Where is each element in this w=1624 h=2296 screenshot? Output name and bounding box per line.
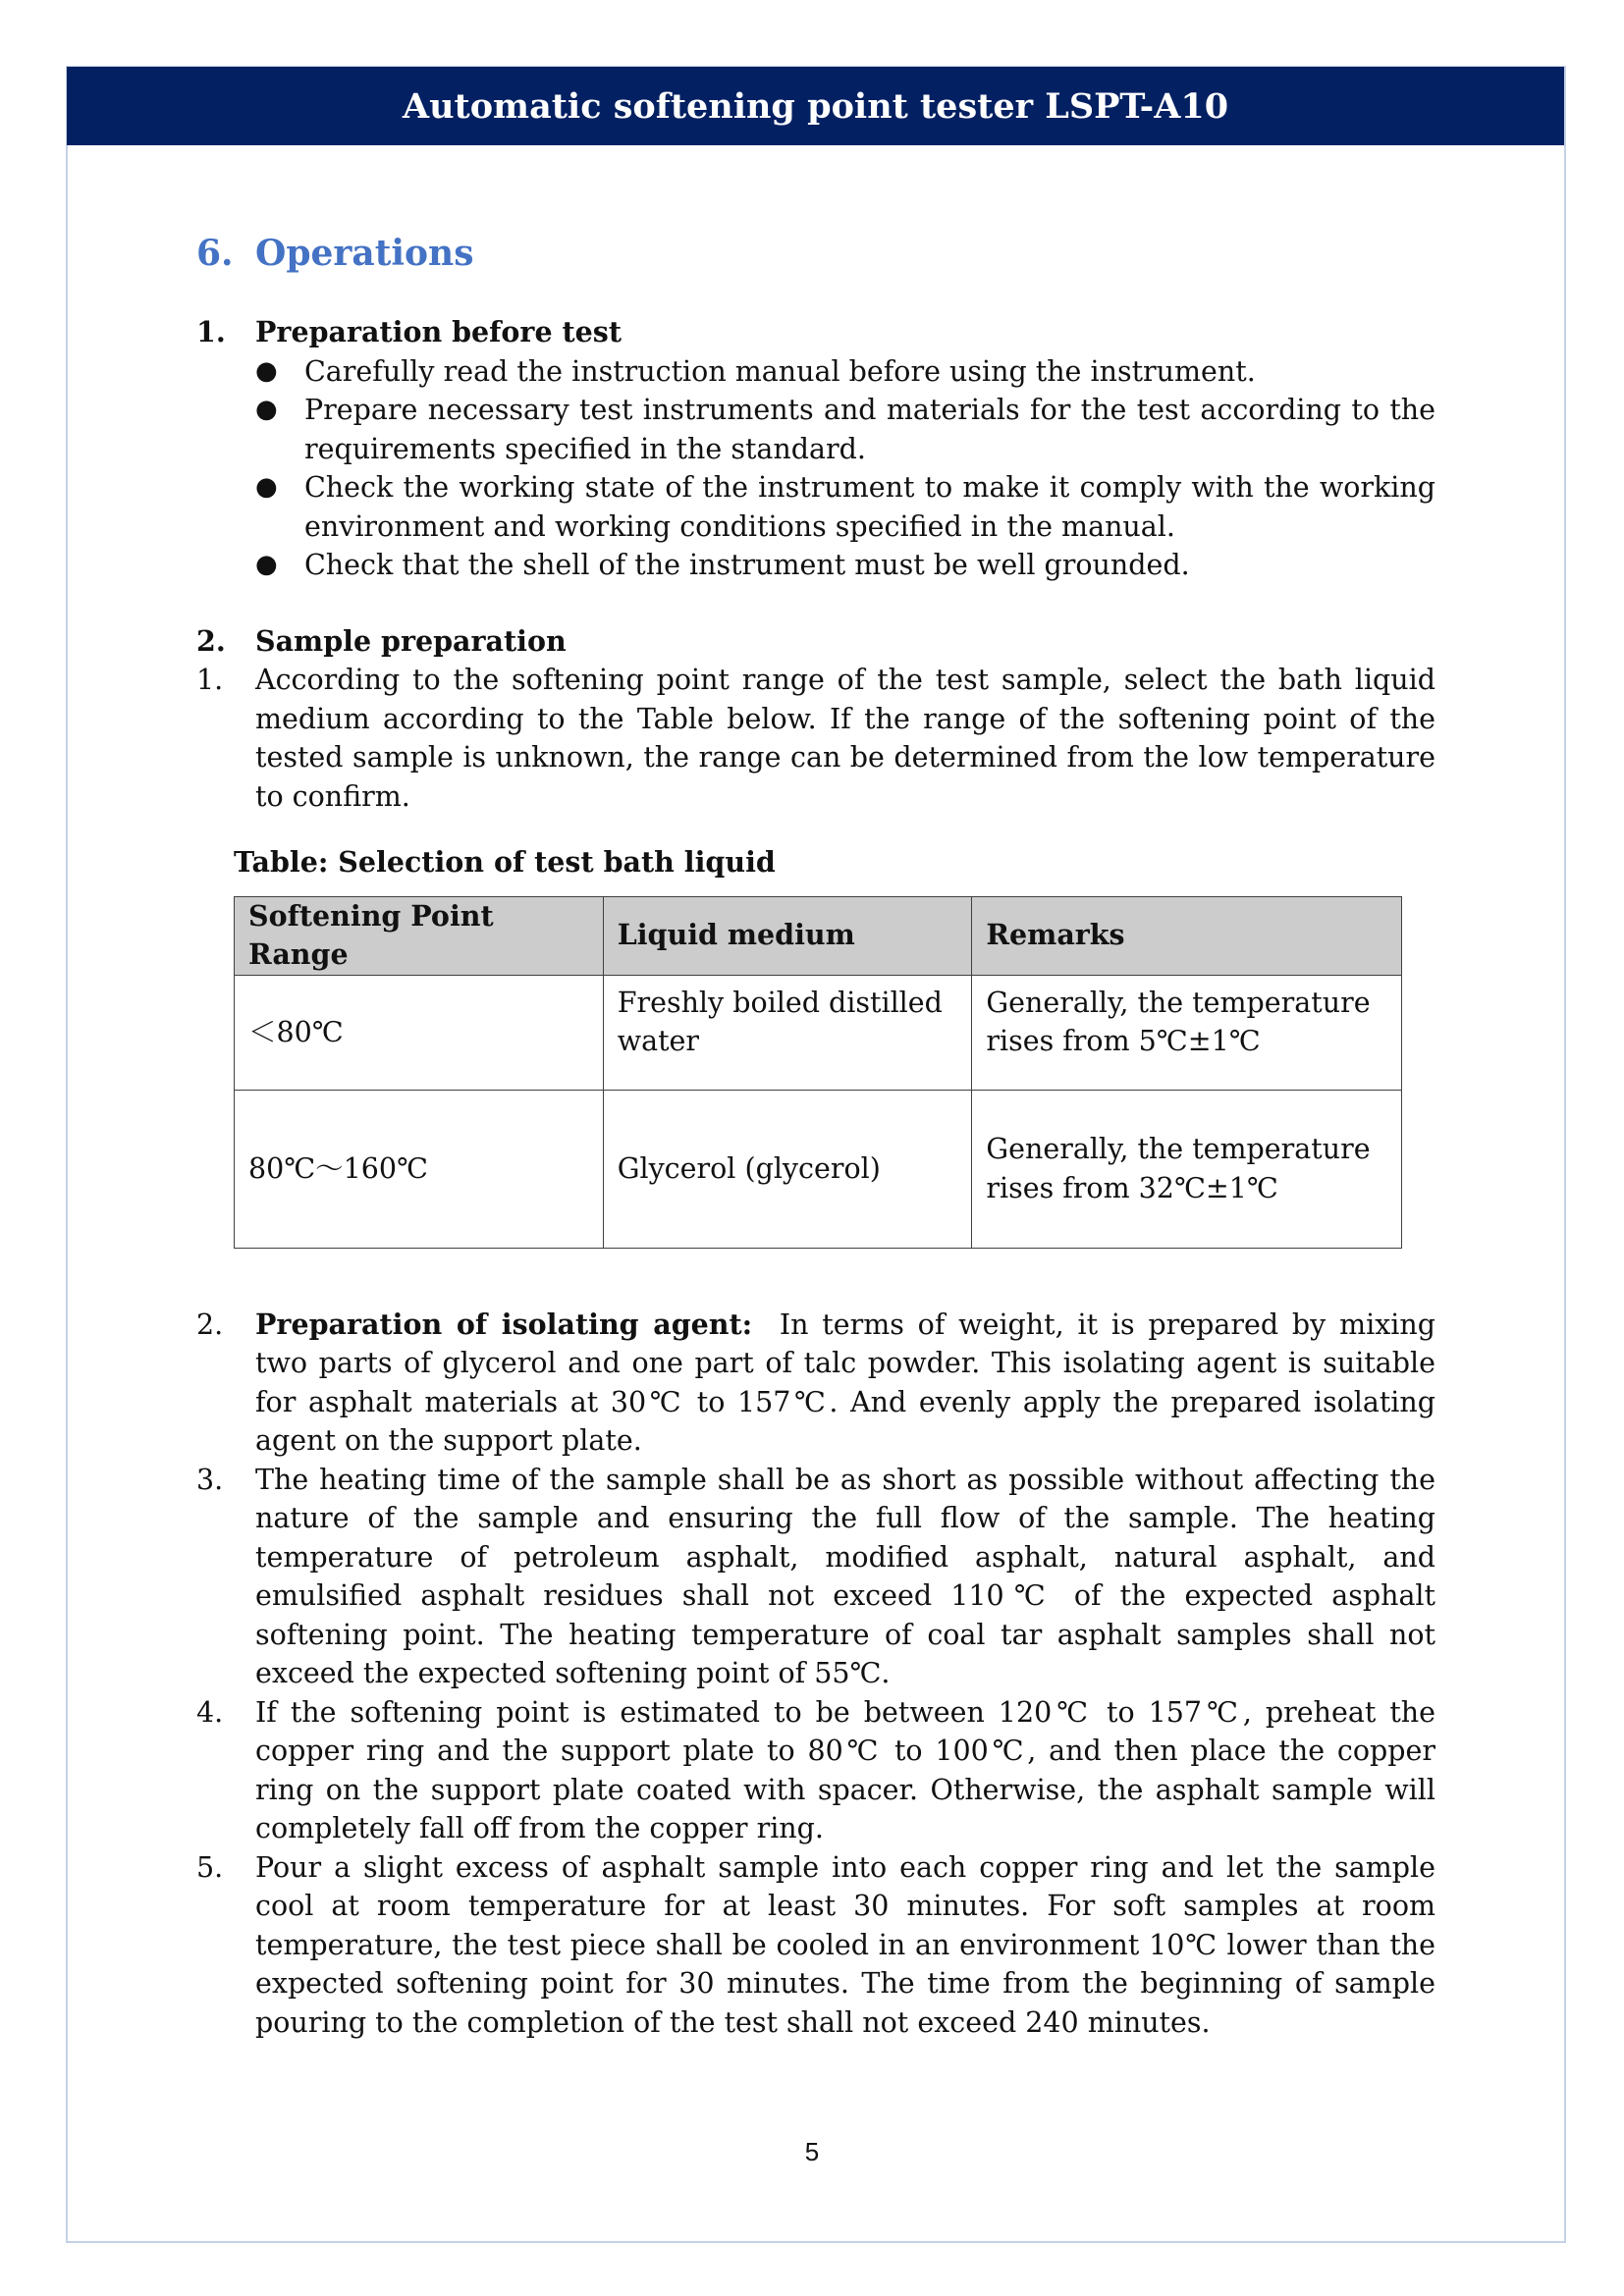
table-cell: Freshly boiled distilled water <box>603 975 972 1090</box>
sample-prep-title: Sample preparation <box>255 623 567 658</box>
table-cell: Generally, the temperature rises from 32℃±1℃ <box>972 1090 1402 1248</box>
section-title: Operations <box>255 233 474 274</box>
column-header: Softening Point Range <box>235 896 604 975</box>
table-row <box>235 975 1402 1090</box>
bullet-icon: ● <box>255 472 278 502</box>
page-number: 5 <box>804 2137 820 2166</box>
table-caption: Table: Selection of test bath liquid <box>234 845 776 879</box>
sample-step-1-text: According to the softening point range of the test sample, select the bath liquid medium according to the Table below. If the range of the softening point of the tested sample is unknown, the range can be determined from the low temperature to confirm. <box>255 664 1435 813</box>
sample-step-1: 1. According to the softening point range of the test sample, select the bath liquid medium according to the Table below. If the range of the softening point of the tested sample is unknown, the range can be determined from the low temperature to confirm. <box>196 664 1435 813</box>
bullet-icon: ● <box>255 395 278 424</box>
prep-before-title: Preparation before test <box>255 315 623 348</box>
list-item: ● Check the working state of the instrument to make it comply with the working environment and working conditions specified in the manual. <box>304 468 1435 546</box>
bath-liquid-table <box>234 896 1402 1249</box>
table-cell: ＜80℃ <box>235 975 604 1090</box>
sample-step-5: 5. Pour a slight excess of asphalt sample into each copper ring and let the sample cool at room temperature for at least 30 minutes. For soft samples at room temperature, the test piece shall be cooled in an environment 10℃ lower than the expected softening point for 30 minutes. The time from the beginning of sample pouring to the completion of the test shall not exceed 240 minutes. <box>196 1850 1435 2039</box>
table-row <box>235 1090 1402 1248</box>
sample-prep-number: 2. <box>196 623 226 658</box>
prep-before-heading <box>196 313 1435 352</box>
bullet-icon: ● <box>255 550 278 579</box>
sample-step-3: 3. The heating time of the sample shall be as short as possible without affecting the nature of the sample and ensuring the full flow of the sample. The heating temperature of petroleum asphalt, modified asphalt, natural asphalt, and emulsified asphalt residues shall not exceed 110℃ of the expected asphalt softening point. The heating temperature of coal tar asphalt samples shall not exceed the expected softening point of 55℃. <box>196 1463 1435 1689</box>
prep-before-list <box>196 352 1435 585</box>
sample-step-2-text: In terms of weight, it is prepared by mixing two parts of glycerol and one part of talc powder. This isolating agent is suitable for asphalt materials at 30℃ to 157℃. And evenly apply the prepared isolating agent on the support plate. <box>255 1308 1435 1457</box>
sample-step-3-text: The heating time of the sample shall be as short as possible without affecting the nature of the sample and ensuring the full flow of the sample. The heating temperature of petroleum asphalt, modified asphalt, natural asphalt, and emulsified asphalt residues shall not exceed 110℃ of the expected asphalt softening point. The heating temperature of coal tar asphalt samples shall not exceed the expected softening point of 55℃. <box>255 1463 1435 1689</box>
sample-step-4-text: If the softening point is estimated to be between 120℃ to 157℃, preheat the copper ring and the support plate to 80℃ to 100℃, and then place the copper ring on the support plate coated with spacer. Otherwise, the asphalt sample will completely fall off from the copper ring. <box>255 1695 1435 1844</box>
document-title: Automatic softening point tester LSPT-A10 <box>402 85 1229 127</box>
header-banner <box>67 67 1564 145</box>
list-item: ● Check that the shell of the instrument must be well grounded. <box>304 546 1435 585</box>
prep-before-number: 1. <box>196 315 226 348</box>
table-cell: 80℃～160℃ <box>235 1090 604 1248</box>
sample-step-4: 4. If the softening point is estimated to be between 120℃ to 157℃, preheat the copper ring and the support plate to 80℃ to 100℃, and then place the copper ring on the support plate coated with spacer. Otherwise, the asphalt sample will completely fall off from the copper ring. <box>196 1695 1435 1844</box>
sample-step-2: 2. Preparation of isolating agent: In terms of weight, it is prepared by mixing two parts of glycerol and one part of talc powder. This isolating agent is suitable for asphalt materials at 30℃ to 157℃. And evenly apply the prepared isolating agent on the support plate. <box>196 1307 1435 1457</box>
table-cell: Glycerol (glycerol) <box>603 1090 972 1248</box>
table-header-row <box>235 896 1402 975</box>
bullet-icon: ● <box>255 355 278 386</box>
list-item: ● Prepare necessary test instruments and materials for the test according to the requirements specified in the standard. <box>304 391 1435 468</box>
section-heading <box>196 226 1435 281</box>
isolating-agent-label: Preparation of isolating agent: <box>255 1307 753 1341</box>
column-header: Liquid medium <box>603 896 972 975</box>
table-cell: Generally, the temperature rises from 5℃±1℃ <box>972 975 1402 1090</box>
section-number: 6. <box>196 233 234 274</box>
list-item: ● Carefully read the instruction manual before using the instrument. <box>304 352 1435 392</box>
page-content <box>196 226 1435 2042</box>
sample-prep-heading <box>196 622 1435 662</box>
column-header: Remarks <box>972 896 1402 975</box>
sample-step-5-text: Pour a slight excess of asphalt sample into each copper ring and let the sample cool at room temperature for at least 30 minutes. For soft samples at room temperature, the test piece shall be cooled in an environment 10℃ lower than the expected softening point for 30 minutes. The time from the beginning of sample pouring to the completion of the test shall not exceed 240 minutes. <box>255 1850 1435 2039</box>
